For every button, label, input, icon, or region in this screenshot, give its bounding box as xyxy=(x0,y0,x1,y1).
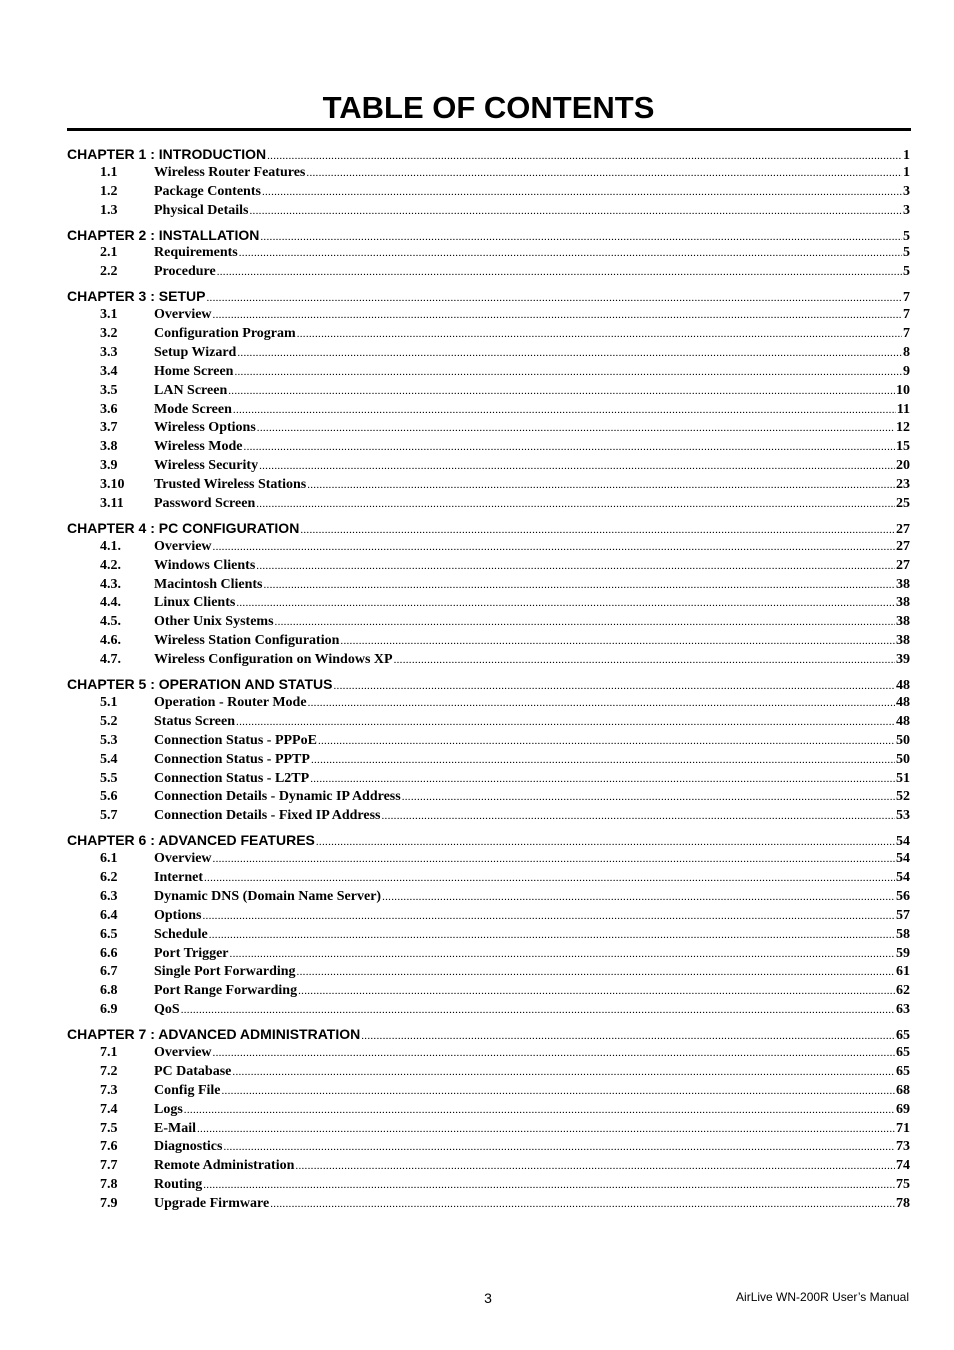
dot-leader xyxy=(236,597,895,609)
section-page-number: 7 xyxy=(903,307,910,323)
dot-leader xyxy=(361,1030,895,1042)
section-number: 1.1 xyxy=(100,164,118,180)
section-page-number: 61 xyxy=(896,964,910,980)
page-number: 3 xyxy=(484,1290,492,1306)
dot-leader xyxy=(213,853,895,865)
section-number: 6.1 xyxy=(100,851,118,867)
section-page-number: 74 xyxy=(896,1158,910,1174)
toc-section-entry[interactable] xyxy=(67,1102,910,1121)
section-number: 7.7 xyxy=(100,1158,118,1174)
dot-leader xyxy=(257,422,895,434)
toc-section-entry[interactable] xyxy=(67,1045,910,1064)
section-title: Logs xyxy=(154,1101,183,1117)
section-number: 3.1 xyxy=(100,307,118,323)
section-number: 7.3 xyxy=(100,1082,118,1098)
section-number: 4.7. xyxy=(100,652,121,668)
section-page-number: 62 xyxy=(896,983,910,999)
section-number: 5.1 xyxy=(100,694,118,710)
section-page-number: 5 xyxy=(903,245,910,261)
section-title: Single Port Forwarding xyxy=(154,964,296,980)
dot-leader xyxy=(230,948,895,960)
dot-leader xyxy=(239,247,902,259)
toc-section-entry[interactable] xyxy=(67,1002,910,1021)
dot-leader xyxy=(244,441,895,453)
section-title: Connection Details - Fixed IP Address xyxy=(154,808,381,824)
dot-leader xyxy=(256,498,895,510)
section-number: 3.3 xyxy=(100,344,118,360)
dot-leader xyxy=(222,1085,896,1097)
toc-section-entry[interactable] xyxy=(67,1139,910,1158)
toc-section-entry[interactable] xyxy=(67,402,910,421)
section-title: Connection Status - PPPoE xyxy=(154,732,317,748)
section-page-number: 15 xyxy=(896,439,910,455)
toc-section-entry[interactable] xyxy=(67,364,910,383)
section-page-number: 39 xyxy=(896,652,910,668)
section-page-number: 7 xyxy=(903,326,910,342)
toc-section-entry[interactable] xyxy=(67,477,910,496)
section-number: 3.5 xyxy=(100,382,118,398)
toc-chapter-entry[interactable] xyxy=(67,288,910,307)
section-title: Overview xyxy=(154,538,212,554)
section-page-number: 5 xyxy=(903,264,910,280)
toc-section-entry[interactable] xyxy=(67,558,910,577)
toc-section-entry[interactable] xyxy=(67,1196,910,1215)
chapter-title: CHAPTER 3 : SETUP xyxy=(67,288,206,305)
toc-section-entry[interactable] xyxy=(67,420,910,439)
section-number: 7.2 xyxy=(100,1063,118,1079)
section-title: Internet xyxy=(154,869,203,885)
toc-section-entry[interactable] xyxy=(67,595,910,614)
section-page-number: 48 xyxy=(896,694,910,710)
section-page-number: 38 xyxy=(896,576,910,592)
section-number: 6.4 xyxy=(100,907,118,923)
chapter-title: CHAPTER 5 : OPERATION AND STATUS xyxy=(67,676,333,693)
dot-leader xyxy=(310,773,895,785)
section-title: Connection Status - L2TP xyxy=(154,770,310,786)
dot-leader xyxy=(223,1141,895,1153)
section-title: Overview xyxy=(154,1044,212,1060)
section-title: Overview xyxy=(154,851,212,867)
section-number: 3.4 xyxy=(100,363,118,379)
chapter-page-number: 54 xyxy=(896,834,910,850)
section-page-number: 65 xyxy=(896,1044,910,1060)
toc-section-entry[interactable] xyxy=(67,1083,910,1102)
section-title: Overview xyxy=(154,307,212,323)
chapter-title: CHAPTER 1 : INTRODUCTION xyxy=(67,146,267,162)
section-number: 2.1 xyxy=(100,245,118,261)
chapter-page-number: 5 xyxy=(903,228,910,244)
dot-leader xyxy=(275,616,895,628)
toc-section-entry[interactable] xyxy=(67,870,910,889)
chapter-title: CHAPTER 2 : INSTALLATION xyxy=(67,226,260,243)
dot-leader xyxy=(300,524,895,536)
dot-leader xyxy=(382,891,895,903)
toc-section-entry[interactable] xyxy=(67,439,910,458)
section-title: Mode Screen xyxy=(154,401,232,417)
dot-leader xyxy=(340,635,895,647)
dot-leader xyxy=(334,680,896,692)
section-page-number: 58 xyxy=(896,926,910,942)
dot-leader xyxy=(402,791,895,803)
chapter-page-number: 27 xyxy=(896,521,910,537)
section-title: Requirements xyxy=(154,245,238,261)
section-page-number: 54 xyxy=(896,851,910,867)
section-title: Linux Clients xyxy=(154,595,236,611)
chapter-page-number: 7 xyxy=(903,290,910,306)
toc-chapter-entry[interactable] xyxy=(67,1026,910,1045)
section-title: Other Unix Systems xyxy=(154,614,274,630)
section-page-number: 20 xyxy=(896,458,910,474)
section-page-number: 27 xyxy=(896,538,910,554)
section-title: Port Trigger xyxy=(154,945,229,961)
section-page-number: 69 xyxy=(896,1101,910,1117)
chapter-page-number: 65 xyxy=(896,1028,910,1044)
toc-section-entry[interactable] xyxy=(67,165,910,184)
toc-section-entry[interactable] xyxy=(67,326,910,345)
section-title: PC Database xyxy=(154,1063,232,1079)
chapter-title: CHAPTER 6 : ADVANCED FEATURES xyxy=(67,832,315,849)
toc-section-entry[interactable] xyxy=(67,983,910,1002)
section-page-number: 3 xyxy=(903,183,910,199)
section-title: Config File xyxy=(154,1082,221,1098)
section-title: Setup Wizard xyxy=(154,344,237,360)
dot-leader xyxy=(197,1123,895,1135)
toc-section-entry[interactable] xyxy=(67,908,910,927)
toc-section-entry[interactable] xyxy=(67,1121,910,1140)
section-page-number: 57 xyxy=(896,907,910,923)
section-page-number: 25 xyxy=(896,496,910,512)
toc-section-entry[interactable] xyxy=(67,345,910,364)
toc-chapter-entry[interactable] xyxy=(67,146,910,165)
toc-section-entry[interactable] xyxy=(67,184,910,203)
dot-leader xyxy=(306,167,902,179)
section-page-number: 73 xyxy=(896,1139,910,1155)
toc-section-entry[interactable] xyxy=(67,927,910,946)
section-page-number: 75 xyxy=(896,1177,910,1193)
section-title: Physical Details xyxy=(154,202,249,218)
toc-chapter-entry[interactable] xyxy=(67,832,910,851)
dot-leader xyxy=(213,541,895,553)
toc-chapter-entry[interactable] xyxy=(67,676,910,695)
section-number: 6.5 xyxy=(100,926,118,942)
toc-section-entry[interactable] xyxy=(67,633,910,652)
dot-leader xyxy=(217,266,902,278)
dot-leader xyxy=(262,186,902,198)
section-title: Package Contents xyxy=(154,183,261,199)
section-number: 2.2 xyxy=(100,264,118,280)
toc-section-entry[interactable] xyxy=(67,714,910,733)
section-page-number: 38 xyxy=(896,614,910,630)
dot-leader xyxy=(209,929,895,941)
section-number: 7.5 xyxy=(100,1120,118,1136)
dot-leader xyxy=(232,1066,895,1078)
section-title: Configuration Program xyxy=(154,326,296,342)
section-title: Home Screen xyxy=(154,363,234,379)
dot-leader xyxy=(381,810,895,822)
section-number: 6.3 xyxy=(100,888,118,904)
section-number: 7.8 xyxy=(100,1177,118,1193)
toc-section-entry[interactable] xyxy=(67,383,910,402)
dot-leader xyxy=(267,150,902,162)
section-page-number: 23 xyxy=(896,477,910,493)
toc-section-entry[interactable] xyxy=(67,1158,910,1177)
section-title: Macintosh Clients xyxy=(154,576,263,592)
section-title: Wireless Router Features xyxy=(154,164,306,180)
section-page-number: 56 xyxy=(896,888,910,904)
dot-leader xyxy=(206,292,902,304)
section-number: 6.9 xyxy=(100,1002,118,1018)
manual-title: AirLive WN-200R User’s Manual xyxy=(736,1290,909,1304)
dot-leader xyxy=(316,836,895,848)
dot-leader xyxy=(264,579,896,591)
section-number: 3.9 xyxy=(100,458,118,474)
section-page-number: 63 xyxy=(896,1002,910,1018)
page-title: TABLE OF CONTENTS xyxy=(322,90,655,125)
section-number: 6.2 xyxy=(100,869,118,885)
toc-section-entry[interactable] xyxy=(67,695,910,714)
section-number: 3.2 xyxy=(100,326,118,342)
toc-section-entry[interactable] xyxy=(67,789,910,808)
section-title: Password Screen xyxy=(154,496,256,512)
section-page-number: 68 xyxy=(896,1082,910,1098)
section-title: Routing xyxy=(154,1177,203,1193)
section-title: Connection Details - Dynamic IP Address xyxy=(154,789,401,805)
section-number: 5.4 xyxy=(100,751,118,767)
section-page-number: 53 xyxy=(896,808,910,824)
dot-leader xyxy=(213,1047,895,1059)
dot-leader xyxy=(307,479,895,491)
dot-leader xyxy=(259,460,895,472)
section-page-number: 50 xyxy=(896,732,910,748)
section-number: 5.5 xyxy=(100,770,118,786)
dot-leader xyxy=(298,985,895,997)
section-page-number: 38 xyxy=(896,595,910,611)
toc-section-entry[interactable] xyxy=(67,771,910,790)
chapter-page-number: 48 xyxy=(896,678,910,694)
title-rule xyxy=(67,128,911,131)
section-title: Windows Clients xyxy=(154,557,256,573)
section-number: 7.4 xyxy=(100,1101,118,1117)
toc-section-entry[interactable] xyxy=(67,203,910,222)
section-number: 5.6 xyxy=(100,789,118,805)
toc-section-entry[interactable] xyxy=(67,946,910,965)
dot-leader xyxy=(181,1004,895,1016)
toc-section-entry[interactable] xyxy=(67,733,910,752)
section-number: 3.7 xyxy=(100,420,118,436)
dot-leader xyxy=(233,404,896,416)
toc-chapter-entry[interactable] xyxy=(67,227,910,246)
dot-leader xyxy=(203,1179,895,1191)
section-number: 1.3 xyxy=(100,202,118,218)
section-number: 3.11 xyxy=(100,496,124,512)
section-page-number: 52 xyxy=(896,789,910,805)
section-number: 4.1. xyxy=(100,538,121,554)
toc-section-entry[interactable] xyxy=(67,458,910,477)
dot-leader xyxy=(213,309,902,321)
dot-leader xyxy=(311,754,895,766)
section-title: Status Screen xyxy=(154,713,236,729)
toc-section-entry[interactable] xyxy=(67,652,910,671)
section-title: Wireless Security xyxy=(154,458,259,474)
toc-section-entry[interactable] xyxy=(67,851,910,870)
toc-section-entry[interactable] xyxy=(67,496,910,515)
section-page-number: 1 xyxy=(903,164,910,180)
toc-section-entry[interactable] xyxy=(67,808,910,827)
toc-section-entry[interactable] xyxy=(67,264,910,283)
section-title: Connection Status - PPTP xyxy=(154,751,310,767)
section-title: Port Range Forwarding xyxy=(154,983,298,999)
section-page-number: 11 xyxy=(896,401,910,417)
chapter-title: CHAPTER 4 : PC CONFIGURATION xyxy=(67,519,300,536)
dot-leader xyxy=(297,966,895,978)
section-title: Wireless Mode xyxy=(154,439,243,455)
section-page-number: 59 xyxy=(896,945,910,961)
section-page-number: 27 xyxy=(896,557,910,573)
section-title: QoS xyxy=(154,1002,180,1018)
section-title: Trusted Wireless Stations xyxy=(154,477,307,493)
section-number: 7.6 xyxy=(100,1139,118,1155)
section-title: Options xyxy=(154,907,202,923)
section-title: Remote Administration xyxy=(154,1158,295,1174)
toc-section-entry[interactable] xyxy=(67,1177,910,1196)
dot-leader xyxy=(204,872,895,884)
section-number: 6.8 xyxy=(100,983,118,999)
section-page-number: 9 xyxy=(903,363,910,379)
section-title: Schedule xyxy=(154,926,208,942)
dot-leader xyxy=(297,328,902,340)
section-number: 4.3. xyxy=(100,576,121,592)
dot-leader xyxy=(250,205,903,217)
section-page-number: 48 xyxy=(896,713,910,729)
section-page-number: 12 xyxy=(896,420,910,436)
section-number: 6.6 xyxy=(100,945,118,961)
dot-leader xyxy=(184,1104,895,1116)
section-number: 7.9 xyxy=(100,1196,118,1212)
toc-section-entry[interactable] xyxy=(67,1064,910,1083)
table-of-contents xyxy=(67,146,910,1215)
toc-section-entry[interactable] xyxy=(67,614,910,633)
dot-leader xyxy=(318,735,895,747)
section-title: Wireless Station Configuration xyxy=(154,633,340,649)
dot-leader xyxy=(234,366,902,378)
dot-leader xyxy=(308,697,895,709)
section-number: 3.10 xyxy=(100,477,125,493)
toc-section-entry[interactable] xyxy=(67,539,910,558)
section-page-number: 65 xyxy=(896,1063,910,1079)
dot-leader xyxy=(237,347,902,359)
section-page-number: 71 xyxy=(896,1120,910,1136)
section-page-number: 38 xyxy=(896,633,910,649)
toc-section-entry[interactable] xyxy=(67,964,910,983)
section-page-number: 51 xyxy=(896,770,910,786)
section-page-number: 8 xyxy=(903,344,910,360)
section-number: 5.3 xyxy=(100,732,118,748)
section-number: 3.6 xyxy=(100,401,118,417)
section-title: Upgrade Firmware xyxy=(154,1196,270,1212)
section-title: LAN Screen xyxy=(154,382,228,398)
section-number: 4.4. xyxy=(100,595,121,611)
section-number: 1.2 xyxy=(100,183,118,199)
section-title: E-Mail xyxy=(154,1120,196,1136)
section-title: Wireless Configuration on Windows XP xyxy=(154,652,393,668)
section-number: 7.1 xyxy=(100,1044,118,1060)
dot-leader xyxy=(256,560,895,572)
section-number: 4.6. xyxy=(100,633,121,649)
chapter-title: CHAPTER 7 : ADVANCED ADMINISTRATION xyxy=(67,1026,361,1043)
section-title: Diagnostics xyxy=(154,1139,223,1155)
toc-section-entry[interactable] xyxy=(67,307,910,326)
toc-section-entry[interactable] xyxy=(67,577,910,596)
section-page-number: 54 xyxy=(896,869,910,885)
dot-leader xyxy=(260,231,902,243)
section-title: Wireless Options xyxy=(154,420,256,436)
dot-leader xyxy=(270,1198,895,1210)
chapter-page-number: 1 xyxy=(903,148,910,163)
toc-section-entry[interactable] xyxy=(67,245,910,264)
toc-section-entry[interactable] xyxy=(67,889,910,908)
dot-leader xyxy=(394,654,895,666)
section-number: 5.7 xyxy=(100,808,118,824)
section-page-number: 3 xyxy=(903,202,910,218)
section-number: 4.2. xyxy=(100,557,121,573)
dot-leader xyxy=(202,910,895,922)
dot-leader xyxy=(228,385,895,397)
section-title: Dynamic DNS (Domain Name Server) xyxy=(154,888,382,904)
dot-leader xyxy=(236,716,895,728)
section-page-number: 50 xyxy=(896,751,910,767)
section-number: 5.2 xyxy=(100,713,118,729)
section-number: 6.7 xyxy=(100,964,118,980)
toc-chapter-entry[interactable] xyxy=(67,520,910,539)
section-number: 3.8 xyxy=(100,439,118,455)
toc-section-entry[interactable] xyxy=(67,752,910,771)
section-number: 4.5. xyxy=(100,614,121,630)
section-page-number: 78 xyxy=(896,1196,910,1212)
section-title: Operation - Router Mode xyxy=(154,694,307,710)
section-page-number: 10 xyxy=(896,382,910,398)
dot-leader xyxy=(295,1160,895,1172)
section-title: Procedure xyxy=(154,264,216,280)
